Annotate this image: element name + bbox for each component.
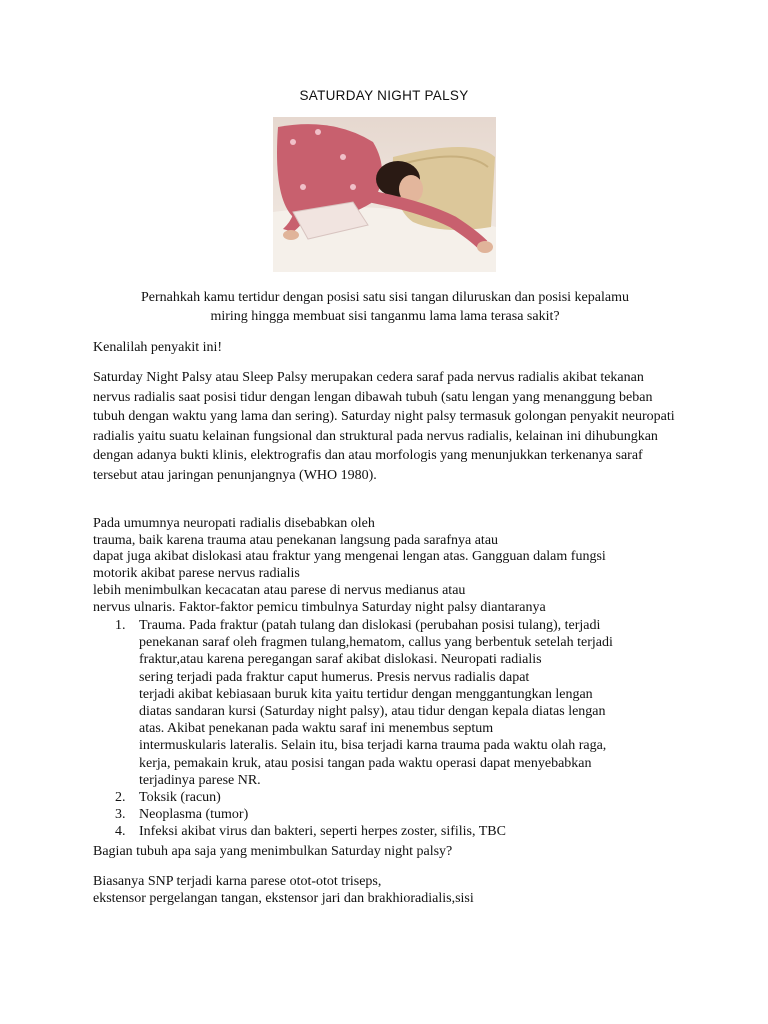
- sleeping-woman-photo: [273, 117, 496, 272]
- list-item: [93, 617, 693, 634]
- text-line: Biasanya SNP terjadi karna parese otot-otot triseps,: [93, 874, 382, 889]
- list-text: sering terjadi pada fraktur caput humerus. Presis nervus radialis dapat: [139, 669, 530, 685]
- text-line: Pada umumnya neuropati radialis disebabkan oleh: [93, 516, 375, 531]
- list-text: Infeksi akibat virus dan bakteri, seperti herpes zoster, sifilis, TBC: [139, 824, 506, 840]
- list-text: terjadinya parese NR.: [139, 772, 261, 788]
- kenali-line: Kenalilah penyakit ini!: [93, 340, 223, 355]
- list-text: terjadi akibat kebiasaan buruk kita yaitu tertidur dengan menggantungkan lengan: [139, 686, 593, 702]
- text-line: motorik akibat parese nervus radialis: [93, 566, 300, 582]
- list-item: [93, 806, 693, 823]
- intro-line: Pernahkah kamu tertidur dengan posisi satu sisi tangan diluruskan dan posisi kepalamu: [141, 290, 629, 305]
- question-line: Bagian tubuh apa saja yang menimbulkan Saturday night palsy?: [93, 844, 453, 859]
- text-line: dapat juga akibat dislokasi atau fraktur yang mengenai lengan atas. Gangguan dalam fungsi: [93, 549, 606, 565]
- list-number: 3.: [115, 807, 126, 823]
- list-text: penekanan saraf oleh fragmen tulang,hematom, callus yang berbentuk setelah terjadi: [139, 635, 613, 651]
- list-number: 2.: [115, 790, 126, 806]
- list-text: diatas sandaran kursi (Saturday night palsy), atau tidur dengan kepala diatas lengan: [139, 704, 606, 720]
- list-number: 1.: [115, 618, 126, 633]
- text-line: lebih menimbulkan kecacatan atau parese di nervus medianus atau: [93, 582, 466, 598]
- list-number: 4.: [115, 824, 126, 840]
- factor-list: [93, 617, 693, 841]
- definition-paragraph: Saturday Night Palsy atau Sleep Palsy merupakan cedera saraf pada nervus radialis akibat tekanan nervus radialis saat posisi tidur dengan lengan dibawah tubuh (satu lengan yang menanggung beban tubuh dengan waktu yang lama dan sering). Saturday night palsy termasuk golongan penyakit neuropati radialis yaitu suatu kelainan fungsional dan struktural pada nervus radialis, kelainan ini dihubungkan dengan adanya bukti klinis, elektrografis dan atau morfologis yang menunjukkan terkenanya saraf tersebut atau jaringan penunjangnya (WHO 1980).: [93, 370, 675, 483]
- text-line: nervus ulnaris. Faktor-faktor pemicu timbulnya Saturday night palsy diantaranya: [93, 599, 546, 615]
- page-title: SATURDAY NIGHT PALSY: [299, 88, 469, 103]
- intro-line: miring hingga membuat sisi tanganmu lama lama terasa sakit?: [210, 309, 560, 324]
- list-text: Trauma. Pada fraktur (patah tulang dan dislokasi (perubahan posisi tulang), terjadi: [139, 618, 601, 633]
- list-text: fraktur,atau karena peregangan saraf akibat dislokasi. Neuropati radialis: [139, 652, 542, 668]
- list-text: intermuskularis lateralis. Selain itu, bisa terjadi karna trauma pada waktu olah raga,: [139, 738, 607, 754]
- list-text: Toksik (racun): [139, 790, 221, 806]
- cause-paragraph: [93, 516, 693, 616]
- list-item: [93, 823, 693, 840]
- closing-paragraph: [93, 873, 474, 907]
- text-line: trauma, baik karena trauma atau penekanan langsung pada sarafnya atau: [93, 532, 499, 548]
- text-line: ekstensor pergelangan tangan, ekstensor jari dan brakhioradialis,sisi: [93, 891, 474, 906]
- list-item: [93, 789, 693, 806]
- list-text: atas. Akibat penekanan pada waktu saraf ini menembus septum: [139, 721, 494, 737]
- list-text: kerja, pemakain kruk, atau posisi tangan pada waktu operasi dapat menyebabkan: [139, 755, 592, 771]
- intro-question: [90, 288, 680, 326]
- list-text: Neoplasma (tumor): [139, 807, 249, 823]
